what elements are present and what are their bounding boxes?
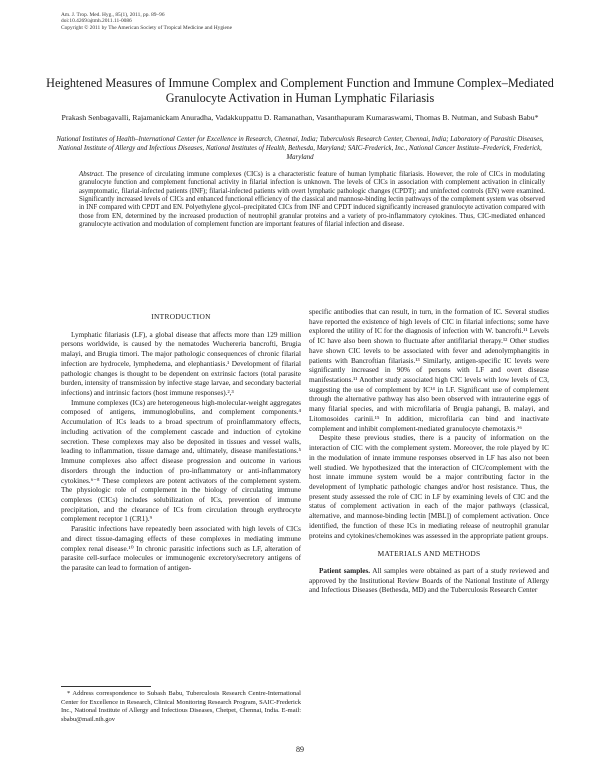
- article-title: Heightened Measures of Immune Complex and Complement Function and Immune Complex–Mediated Granulocyte Activation in Human Lymphatic Filariasis: [46, 76, 554, 106]
- affiliations: National Institutes of Health–International Center for Excellence in Research, Chennai, India; Tuberculosis Research Center, Chennai, India; Laboratory of Parasitic Diseases, National Institute of Allergy and Infectious Diseases, National Institutes of Health, Bethesda, Maryland; SAIC-Frederick, Inc., National Cancer Institute–Frederick, Frederick, Maryland: [56, 136, 544, 162]
- introduction-heading: INTRODUCTION: [151, 312, 211, 321]
- copyright: Copyright © 2011 by The American Society of Tropical Medicine and Hygiene: [61, 24, 233, 31]
- journal-citation: Am. J. Trop. Med. Hyg., 85(1), 2011, pp. 89–96: [61, 12, 165, 18]
- correspondence-footnote: [61, 690, 301, 724]
- intro-paragraph-4: specific antibodies that can result, in turn, in the formation of IC. Several studies have reported the existence of high levels of CIC in filarial infections; some have explored the utility of IC for the diagnosis of infection with W. bancrofti.¹¹ Levels of IC have also been shown to fluctuate after antifilarial therapy.¹² Other studies have shown CIC levels to be associated with fever and adenolymphangitis in patients with Bancroftian filariasis.¹³ Similarly, antigen-specific IC levels were significantly increased in 90% of persons with LF and overt disease manifestations.¹¹ Another study associated high CIC levels with low levels of C3, suggesting the use of complement by IC¹⁴ in LF. Significant use of complement through the alternative pathway has also been observed with intrauterine eggs of many filarial species, and with microfilaria of Brugia pahangi, B. malayi, and Litomosoides carinii.¹⁵ In addition, microfilaria can bind and inactivate complement and inhibit complement-mediated granulocyte chemotaxis.¹⁶: [309, 308, 549, 433]
- methods-text: All samples were obtained as part of a study reviewed and approved by the Institutional Review Boards of the National Institute of Allergy and Infectious Diseases (Bethesda, MD) and the Tuberculosis Research Center: [309, 566, 549, 595]
- intro-paragraph-5: Despite these previous studies, there is a paucity of information on the interaction of CIC with the complement system. Moreover, the role played by IC in the modulation of innate immune responses observed in LF has also not been well studied. We hypothesized that the interaction of CIC/complement with the host innate immune system would be a major contributing factor in the development of lymphatic pathologic changes and/or host resistance. Thus, the present study assessed the role of CIC in LF by examining levels of CIC and the status of complement activation in each of the major pathways (classical, alternative, and mannose-binding lectin [MBL]) of complement activation. Once identified, the function of these ICs in mediating release of neutrophil granular proteins and cytokines/chemokines was assessed in the appropriate patient groups.: [309, 434, 549, 540]
- left-column: [61, 312, 301, 574]
- journal-header: [61, 12, 501, 31]
- methods-paragraph-1: [309, 567, 549, 596]
- abstract-text: The presence of circulating immune complexes (CICs) is a characteristic feature of human lymphatic filariasis. However, the role of CICs in modulating granulocyte function and complement functional activity in filarial infection is unknown. The levels of CICs in association with complement activation in clinically asymptomatic, filarial-infected patients (INF); filarial-infected patients with overt lymphatic pathologic changes (CPDT); and uninfected controls (EN) were examined. Significantly increased levels of CICs and enhanced functional efficiency of the classical and mannose-binding lectin pathways of the complement system was observed in INF compared with CPDT and EN. Polyethylene glycol–precipitated CICs from INF and CPDT induced significantly increased granulocyte activation compared with those from EN, determined by the increased production of neutrophil granular proteins and a variety of pro-inflammatory cytokines. Thus, CIC-mediated enhanced granulocyte activation and modulation of complement function are important features of filarial infection and disease.: [79, 171, 545, 229]
- intro-paragraph-3: Parasitic infections have repeatedly been associated with high levels of CICs and direct tissue-damaging effects of these complexes in mediating immune complex renal disease.¹⁰ In chronic parasitic infections such as LF, alteration of parasite cell-surface molecules or immunogenic excretory/secretory antigens of the parasite can lead to formation of antigen-: [61, 525, 301, 572]
- footnote-rule: [61, 686, 151, 687]
- footnote-text: * Address correspondence to Subash Babu, Tuberculosis Research Centre-International Center for Excellence in Research, Clinical Monitoring Research Program, SAIC-Frederick Inc., National Institute of Allergy and Infectious Diseases, Chetpet, Chennai, India. E-mail: sbabu@mail.nih.gov: [61, 690, 301, 723]
- patient-samples-label: Patient samples.: [319, 566, 371, 575]
- right-column: [309, 308, 549, 596]
- abstract: [79, 171, 545, 229]
- abstract-label: Abstract.: [79, 171, 105, 178]
- author-list: Prakash Senbagavalli, Rajamanickam Anuradha, Vadakkuppattu D. Ramanathan, Vasanthapuram Kumaraswami, Thomas B. Nutman, and Subash Babu*: [61, 113, 539, 122]
- intro-paragraph-1: Lymphatic filariasis (LF), a global disease that affects more than 129 million persons worldwide, is caused by the nematodes Wuchereria bancrofti, Brugia malayi, and Brugia timori. The major pathologic consequences of chronic filarial infection are hydrocele, lymphedema, and elephantiasis.¹ Development of filarial pathologic changes is thought to be dependent on extrinsic factors (total parasite burden, intensity of transmission by infective stage larvae, and secondary bacterial infections) and intrinsic factors (host immune responses).²,³: [61, 330, 301, 398]
- intro-paragraph-2: Immune complexes (ICs) are heterogeneous high-molecular-weight aggregates composed of antigens, immunoglobulins, and complement components.⁴ Accumulation of ICs leads to a broad spectrum of proinflammatory effects, including activation of the complement cascade and induction of cytokine secretion. These complexes may also be deposited in tissues and vessel walls, leading to inflammation, tissue damage and, ultimately, disease manifestations.⁵ Immune complexes also affect disease progression and outcome in various disorders through the induction of pro-inflammatory or anti-inflammatory cytokines.⁶⁻⁸ These complexes are potent activators of the complement system. The physiologic role of complement in the biology of circulating immune complexes (CICs) includes solubilization of ICs, prevention of immune precipitation, and the clearance of ICs from circulation through erythrocyte complement receptor 1 (CR1).⁹: [61, 398, 301, 524]
- page-number: 89: [296, 745, 304, 754]
- doi: doi:10.4269/ajtmh.2011.11-0086: [61, 18, 132, 25]
- methods-heading: MATERIALS AND METHODS: [377, 549, 481, 559]
